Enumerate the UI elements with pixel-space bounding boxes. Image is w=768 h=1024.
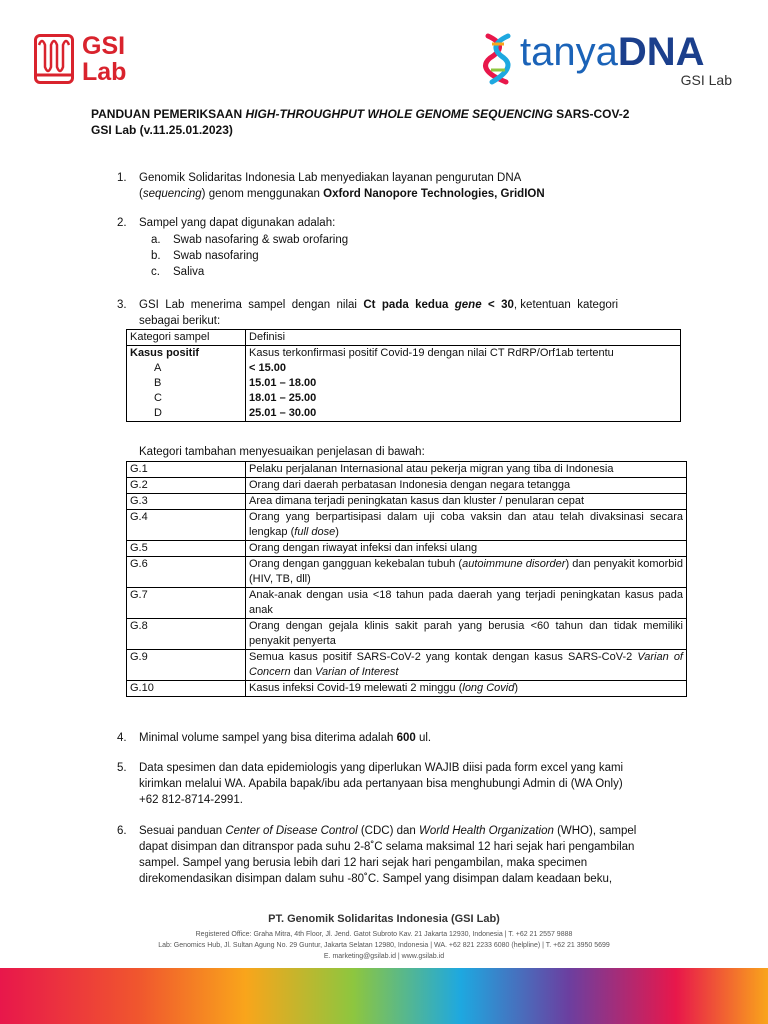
- sub-item: a. Swab nasofaring & swab orofaring: [151, 234, 349, 246]
- additional-category-intro: Kategori tambahan menyesuaikan penjelasan di bawah:: [139, 446, 425, 458]
- table-row: [127, 557, 687, 588]
- sub-item: c. Saliva: [151, 266, 205, 278]
- table-cell: G.6: [127, 557, 246, 588]
- table-header-cell: Definisi: [246, 330, 681, 346]
- table-row: [127, 494, 687, 510]
- table-header-cell: Kategori sampel: [127, 330, 246, 346]
- table-cell: G.5: [127, 541, 246, 557]
- table-cell: G.9: [127, 650, 246, 681]
- table-cell: Area dimana terjadi peningkatan kasus dan kluster / penularan cepat: [246, 494, 687, 510]
- table-cell: G.1: [127, 462, 246, 478]
- item-number: 4.: [117, 732, 127, 744]
- table-row: [127, 681, 687, 697]
- gsi-dna-icon: [34, 34, 74, 84]
- item-number: 6.: [117, 825, 127, 837]
- table-row: [127, 541, 687, 557]
- table-row: [127, 650, 687, 681]
- table-cell: G.10: [127, 681, 246, 697]
- item-6-text: Sesuai panduan Center of Disease Control (CDC) dan World Health Organization (WHO), sampel dapat disimpan dan ditranspor pada suhu 2-8˚C selama maksimal 12 hari sejak hari pengambilan sampel. Sampel yang berusia lebih dari 12 hari sejak hari pengambilan, maka specimen direkomendasikan disimpan dalam suhu -80˚C. Sampel yang disimpan dalam keadaan beku,: [139, 825, 637, 885]
- table-cell: Orang dari daerah perbatasan Indonesia dengan negara tetangga: [246, 478, 687, 494]
- table-cell: Kasus infeksi Covid-19 melewati 2 minggu (long Covid): [246, 681, 687, 697]
- footer-contact: E. marketing@gsilab.id | www.gsilab.id: [323, 953, 445, 960]
- gsi-lab-logo: [34, 32, 164, 88]
- sample-category-table: [126, 329, 681, 422]
- gsi-logo-text-2: Lab: [82, 58, 127, 86]
- table-cell: G.3: [127, 494, 246, 510]
- item-1-text: Genomik Solidaritas Indonesia Lab menyediakan layanan pengurutan DNA (sequencing) genom menggunakan Oxford Nanopore Technologies, GridION: [139, 172, 545, 200]
- gsi-logo-text-1: GSI: [82, 32, 126, 60]
- sub-item: b. Swab nasofaring: [151, 250, 259, 262]
- table-cell: Orang yang berpartisipasi dalam uji coba vaksin dan atau telah divaksinasi secara lengkap (full dose): [246, 510, 687, 541]
- table-row: [127, 510, 687, 541]
- document-title: PANDUAN PEMERIKSAAN HIGH-THROUGHPUT WHOLE GENOME SEQUENCING SARS-COV-2: [91, 107, 630, 121]
- item-5-text: Data spesimen dan data epidemiologis yang diperlukan WAJIB diisi pada form excel yang kami kirimkan melalui WA. Apabila bapak/ibu ada pertanyaan bisa menghubungi Admin di (WA Only) +62 812-8714-2991.: [139, 762, 624, 806]
- table-cell: G.2: [127, 478, 246, 494]
- decorative-color-bar: [0, 968, 768, 1024]
- footer-company: PT. Genomik Solidaritas Indonesia (GSI Lab): [268, 913, 500, 925]
- table-cell: G.4: [127, 510, 246, 541]
- item-3-text: GSI Lab menerima sampel dengan nilai Ct pada kedua gene < 30, ketentuan kategori sebagai berikut:: [139, 299, 619, 327]
- table-row: [127, 462, 687, 478]
- item-number: 3.: [117, 299, 127, 311]
- item-number: 1.: [117, 172, 127, 184]
- table-row: [127, 346, 681, 422]
- table-cell: Semua kasus positif SARS-CoV-2 yang kontak dengan kasus SARS-CoV-2 Varian of Concern dan Varian of Interest: [246, 650, 687, 681]
- table-cell: G.7: [127, 588, 246, 619]
- item-number: 5.: [117, 762, 127, 774]
- table-cell: Orang dengan gejala klinis sakit parah yang berusia <60 tahun dan tidak memiliki penyakit penyerta: [246, 619, 687, 650]
- additional-category-table: [126, 461, 687, 697]
- tanyadna-subtitle: GSI Lab: [680, 72, 732, 88]
- table-header-row: [127, 330, 681, 346]
- item-4-text: Minimal volume sampel yang bisa diterima adalah 600 ul.: [139, 732, 432, 744]
- tanyadna-logo: [482, 30, 732, 90]
- tanyadna-wordmark: tanyaDNA: [520, 30, 705, 74]
- table-cell: Kasus terkonfirmasi positif Covid-19 dengan nilai CT RdRP/Orf1ab tertentu < 15.00 15.01 – 18.00 18.01 – 25.00 25.01 – 30.00: [246, 346, 681, 422]
- dna-helix-icon: [482, 32, 516, 86]
- table-row: [127, 619, 687, 650]
- footer-address-lab: Lab: Genomics Hub, Jl. Sultan Agung No. 29 Guntur, Jakarta Selatan 12980, Indonesia | WA. +62 821 2233 6080 (helpline) | T. +62 21 3950 5699: [158, 942, 610, 949]
- document-version: GSI Lab (v.11.25.01.2023): [91, 123, 233, 137]
- item-2-text: Sampel yang dapat digunakan adalah:: [139, 217, 336, 229]
- table-cell: G.8: [127, 619, 246, 650]
- table-cell: Anak-anak dengan usia <18 tahun pada daerah yang terjadi peningkatan kasus pada anak: [246, 588, 687, 619]
- item-number: 2.: [117, 217, 127, 229]
- table-cell: Orang dengan gangguan kekebalan tubuh (autoimmune disorder) dan penyakit komorbid (HIV, TB, dll): [246, 557, 687, 588]
- table-row: [127, 588, 687, 619]
- table-cell: Kasus positif A B C D: [127, 346, 246, 422]
- footer-address-registered: Registered Office: Graha Mitra, 4th Floor, Jl. Jend. Gatot Subroto Kav. 21 Jakarta 12930, Indonesia | T. +62 21 2557 9888: [195, 931, 573, 938]
- table-cell: Pelaku perjalanan Internasional atau pekerja migran yang tiba di Indonesia: [246, 462, 687, 478]
- table-row: [127, 478, 687, 494]
- table-cell: Orang dengan riwayat infeksi dan infeksi ulang: [246, 541, 687, 557]
